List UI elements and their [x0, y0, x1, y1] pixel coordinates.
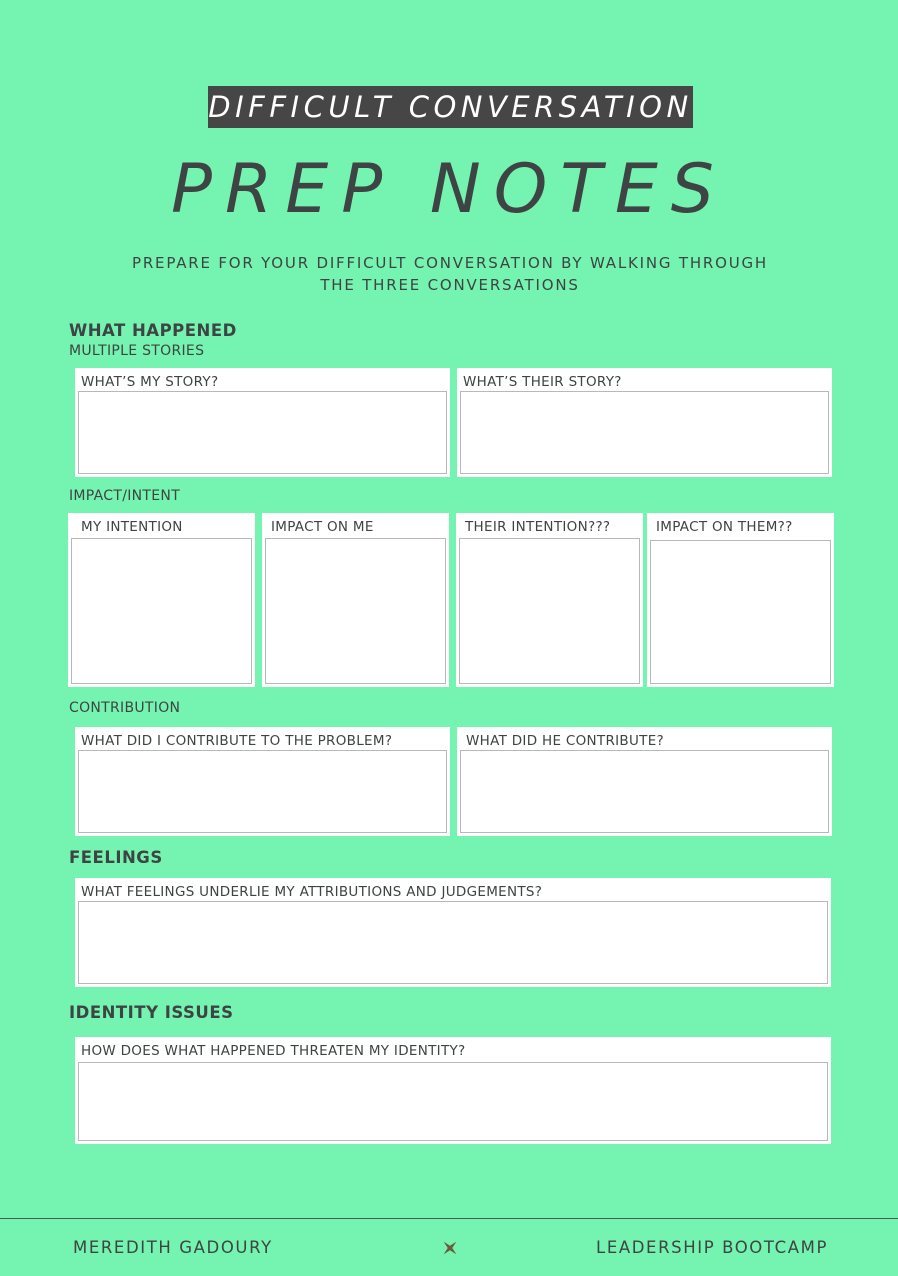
impact-on-me-box	[262, 513, 449, 687]
footer-program: LEADERSHIP BOOTCAMP	[596, 1238, 828, 1257]
feelings-prompt: WHAT FEELINGS UNDERLIE MY ATTRIBUTIONS AND JUDGEMENTS?	[81, 884, 543, 900]
impact-on-them-label: IMPACT ON THEM??	[656, 519, 793, 535]
feelings-box	[75, 878, 831, 987]
feelings-field[interactable]	[78, 901, 828, 984]
title-banner: DIFFICULT CONVERSATION	[208, 86, 693, 128]
impact-on-me-label: IMPACT ON ME	[271, 519, 374, 535]
my-contribution-box	[75, 727, 450, 836]
identity-field[interactable]	[78, 1062, 828, 1141]
impact-intent-label: IMPACT/INTENT	[69, 488, 181, 504]
their-story-label: WHAT’S THEIR STORY?	[463, 374, 622, 390]
footer-author: MEREDITH GADOURY	[73, 1238, 273, 1257]
their-intention-field[interactable]	[459, 538, 640, 684]
page-subtitle	[100, 252, 800, 296]
subtitle-line-1: PREPARE FOR YOUR DIFFICULT CONVERSATION BY WALKING THROUGH	[131, 254, 769, 272]
my-contribution-field[interactable]	[78, 750, 447, 833]
page-title: PREP NOTES	[171, 150, 727, 229]
their-story-box	[457, 368, 832, 477]
my-intention-box	[68, 513, 255, 687]
impact-on-them-box	[647, 513, 834, 687]
subtitle-line-2: THE THREE CONVERSATIONS	[320, 276, 580, 294]
his-contribution-label: WHAT DID HE CONTRIBUTE?	[466, 733, 665, 749]
footer-divider	[0, 1218, 898, 1219]
identity-prompt: HOW DOES WHAT HAPPENED THREATEN MY IDENTITY?	[81, 1043, 466, 1059]
impact-on-them-field[interactable]	[650, 540, 831, 684]
identity-box	[75, 1037, 831, 1144]
his-contribution-box	[457, 727, 832, 836]
impact-on-me-field[interactable]	[265, 538, 446, 684]
contribution-label: CONTRIBUTION	[69, 700, 181, 716]
their-story-field[interactable]	[460, 391, 829, 474]
my-intention-field[interactable]	[71, 538, 252, 684]
their-intention-label: THEIR INTENTION???	[465, 519, 611, 535]
my-contribution-label: WHAT DID I CONTRIBUTE TO THE PROBLEM?	[81, 733, 393, 749]
what-happened-heading: WHAT HAPPENED	[69, 321, 237, 340]
identity-issues-heading: IDENTITY ISSUES	[69, 1003, 234, 1022]
my-intention-label: MY INTENTION	[81, 519, 183, 535]
my-story-box	[75, 368, 450, 477]
multiple-stories-subheading: MULTIPLE STORIES	[69, 343, 205, 359]
feelings-heading: FEELINGS	[69, 848, 163, 867]
star-icon	[441, 1239, 459, 1257]
my-story-field[interactable]	[78, 391, 447, 474]
my-story-label: WHAT’S MY STORY?	[81, 374, 219, 390]
his-contribution-field[interactable]	[460, 750, 829, 833]
their-intention-box	[456, 513, 643, 687]
